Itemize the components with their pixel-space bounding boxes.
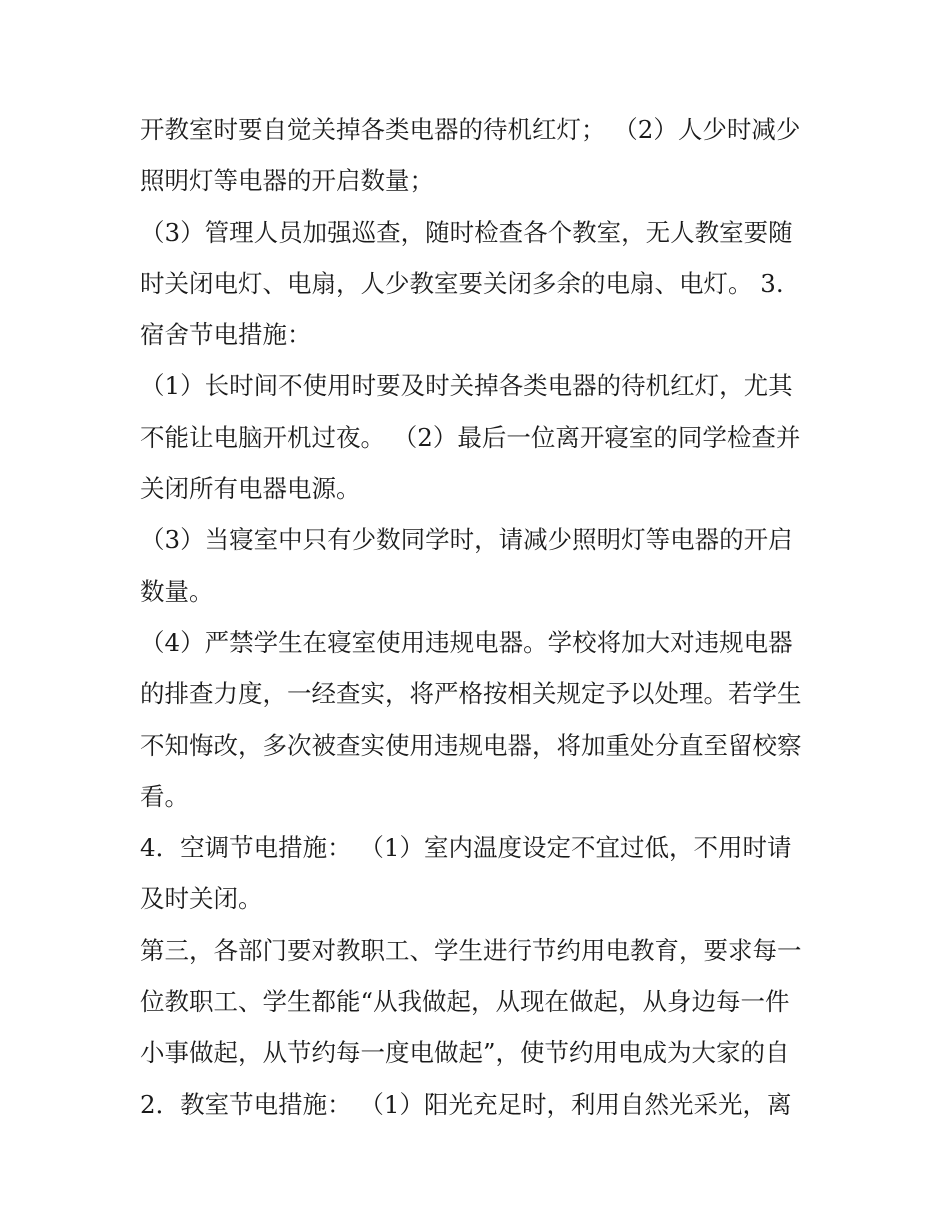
- text-line: 及时关闭。: [140, 884, 263, 914]
- text-line: 4．空调节电措施： （1）室内温度设定不宜过低，不用时请: [140, 833, 792, 863]
- text-line: 不能让电脑开机过夜。 （2）最后一位离开寝室的同学检查并: [140, 422, 801, 452]
- text-line: 第三，各部门要对教职工、学生进行节约用电教育，要求每一: [140, 935, 802, 965]
- text-line: 不知悔改，多次被查实使用违规电器，将加重处分直至留校察: [140, 730, 802, 760]
- text-line: 宿舍节电措施：: [140, 320, 312, 350]
- text-line: 照明灯等电器的开启数量；: [140, 166, 434, 196]
- text-line: （3）管理人员加强巡查，随时检查各个教室，无人教室要随: [140, 217, 793, 247]
- document-body: [140, 104, 820, 1130]
- text-line: 2．教室节电措施： （1）阳光充足时，利用自然光采光，离: [140, 1089, 792, 1119]
- text-line: 的排查力度，一经查实，将严格按相关规定予以处理。若学生: [140, 679, 802, 709]
- text-line: 数量。: [140, 576, 214, 606]
- text-line: 小事做起，从节约每一度电做起”，使节约用电成为大家的自: [140, 1038, 790, 1068]
- text-line: 开教室时要自觉关掉各类电器的待机红灯； （2）人少时减少: [140, 115, 801, 144]
- text-line: 位教职工、学生都能“从我做起，从现在做起，从身边每一件: [140, 987, 790, 1017]
- text-line: 看。: [140, 781, 189, 811]
- text-line: 关闭所有电器电源。: [140, 474, 361, 504]
- text-line: （3）当寝室中只有少数同学时，请减少照明灯等电器的开启: [140, 525, 793, 555]
- text-line: 时关闭电灯、电扇，人少教室要关闭多余的电扇、电灯。 3.: [140, 268, 784, 298]
- text-line: （1）长时间不使用时要及时关掉各类电器的待机红灯，尤其: [140, 371, 793, 401]
- text-line: （4）严禁学生在寝室使用违规电器。学校将加大对违规电器: [140, 627, 793, 657]
